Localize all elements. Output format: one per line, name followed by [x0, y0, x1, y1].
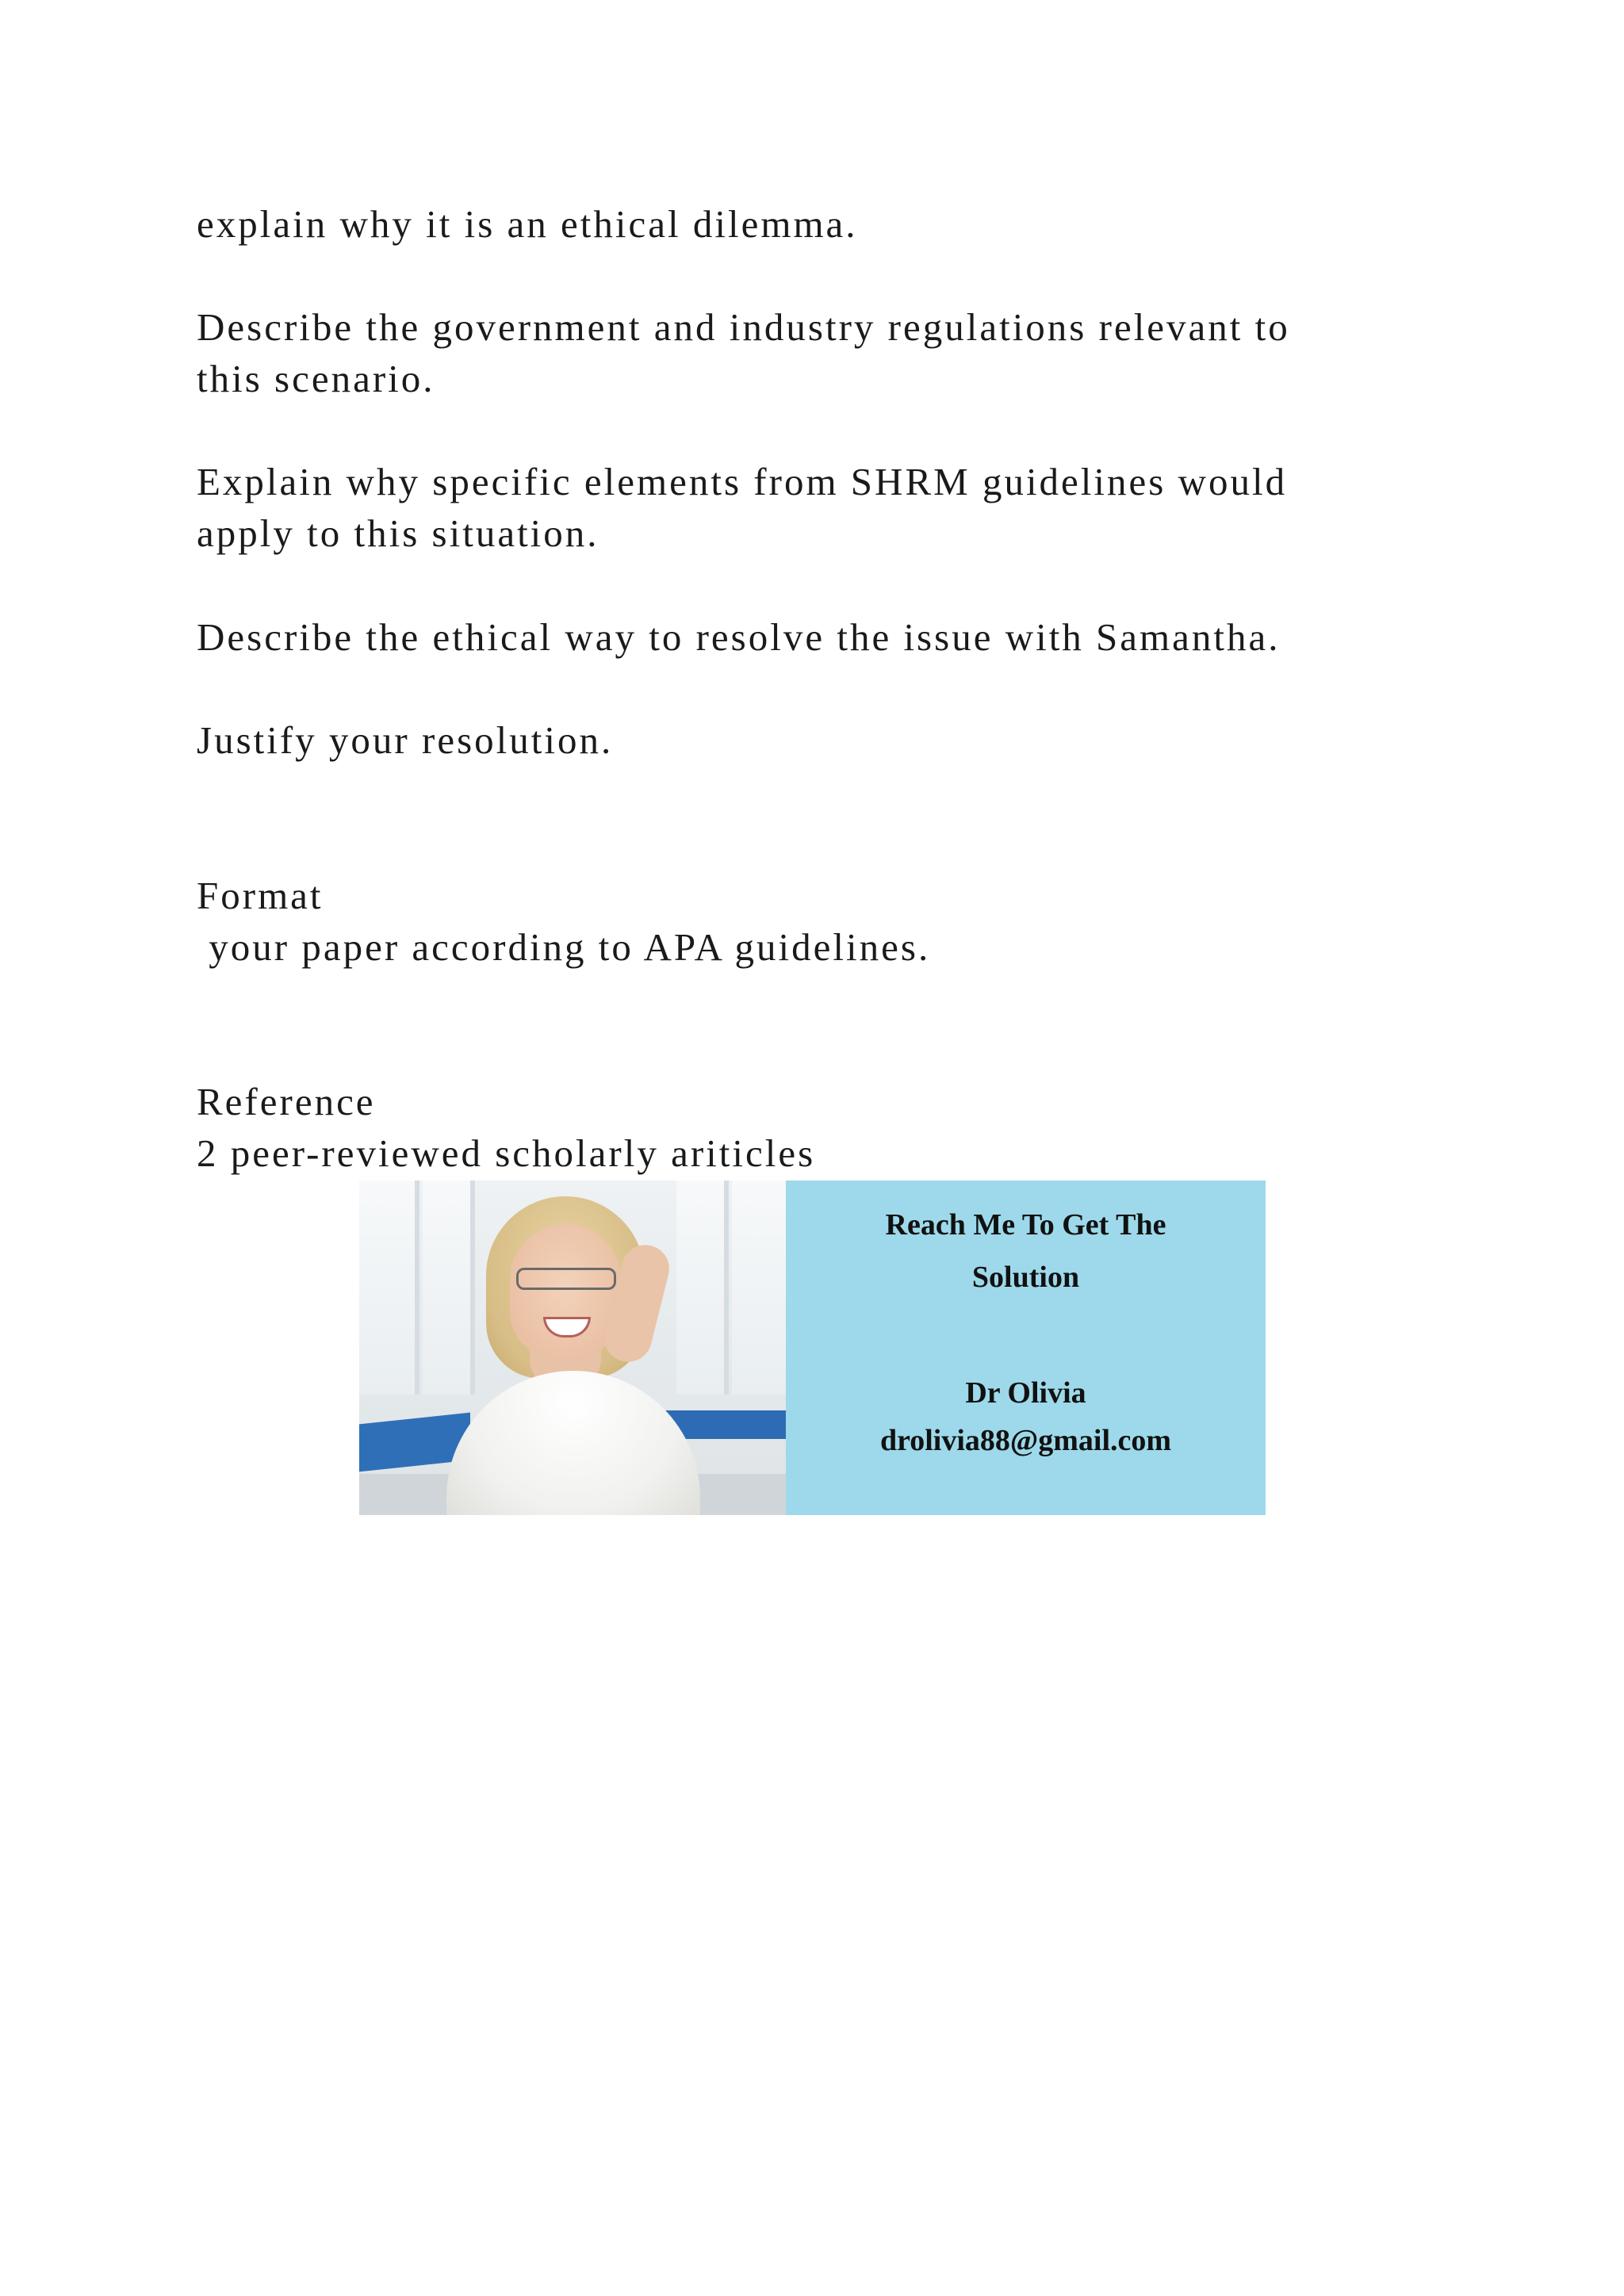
- text-line-1: explain why it is an ethical dilemma.: [197, 202, 858, 246]
- contact-banner: [359, 1181, 1266, 1515]
- text-line-7: Justify your resolution.: [197, 718, 614, 762]
- banner-heading-line-2: Solution: [971, 1261, 1080, 1294]
- text-line-6: Describe the ethical way to resolve the issue with Samantha.: [197, 615, 1281, 659]
- woman-photo: [359, 1181, 786, 1515]
- text-line-3: this scenario.: [197, 357, 435, 400]
- glasses-icon: [516, 1268, 616, 1290]
- text-line-11: 2 peer-reviewed scholarly ariticles: [197, 1131, 816, 1175]
- text-line-2: Describe the government and industry regulations relevant to: [197, 305, 1290, 349]
- contact-name: Dr Olivia: [965, 1376, 1086, 1410]
- contact-email: drolivia88@gmail.com: [879, 1424, 1172, 1457]
- contact-info-panel: [786, 1181, 1266, 1515]
- text-line-9: your paper according to APA guidelines.: [197, 925, 931, 969]
- text-line-8: Format: [197, 874, 324, 917]
- text-line-5: apply to this situation.: [197, 511, 599, 555]
- banner-heading-line-1: Reach Me To Get The: [885, 1208, 1166, 1242]
- text-line-10: Reference: [197, 1080, 376, 1123]
- text-line-4: Explain why specific elements from SHRM guidelines would: [197, 460, 1288, 503]
